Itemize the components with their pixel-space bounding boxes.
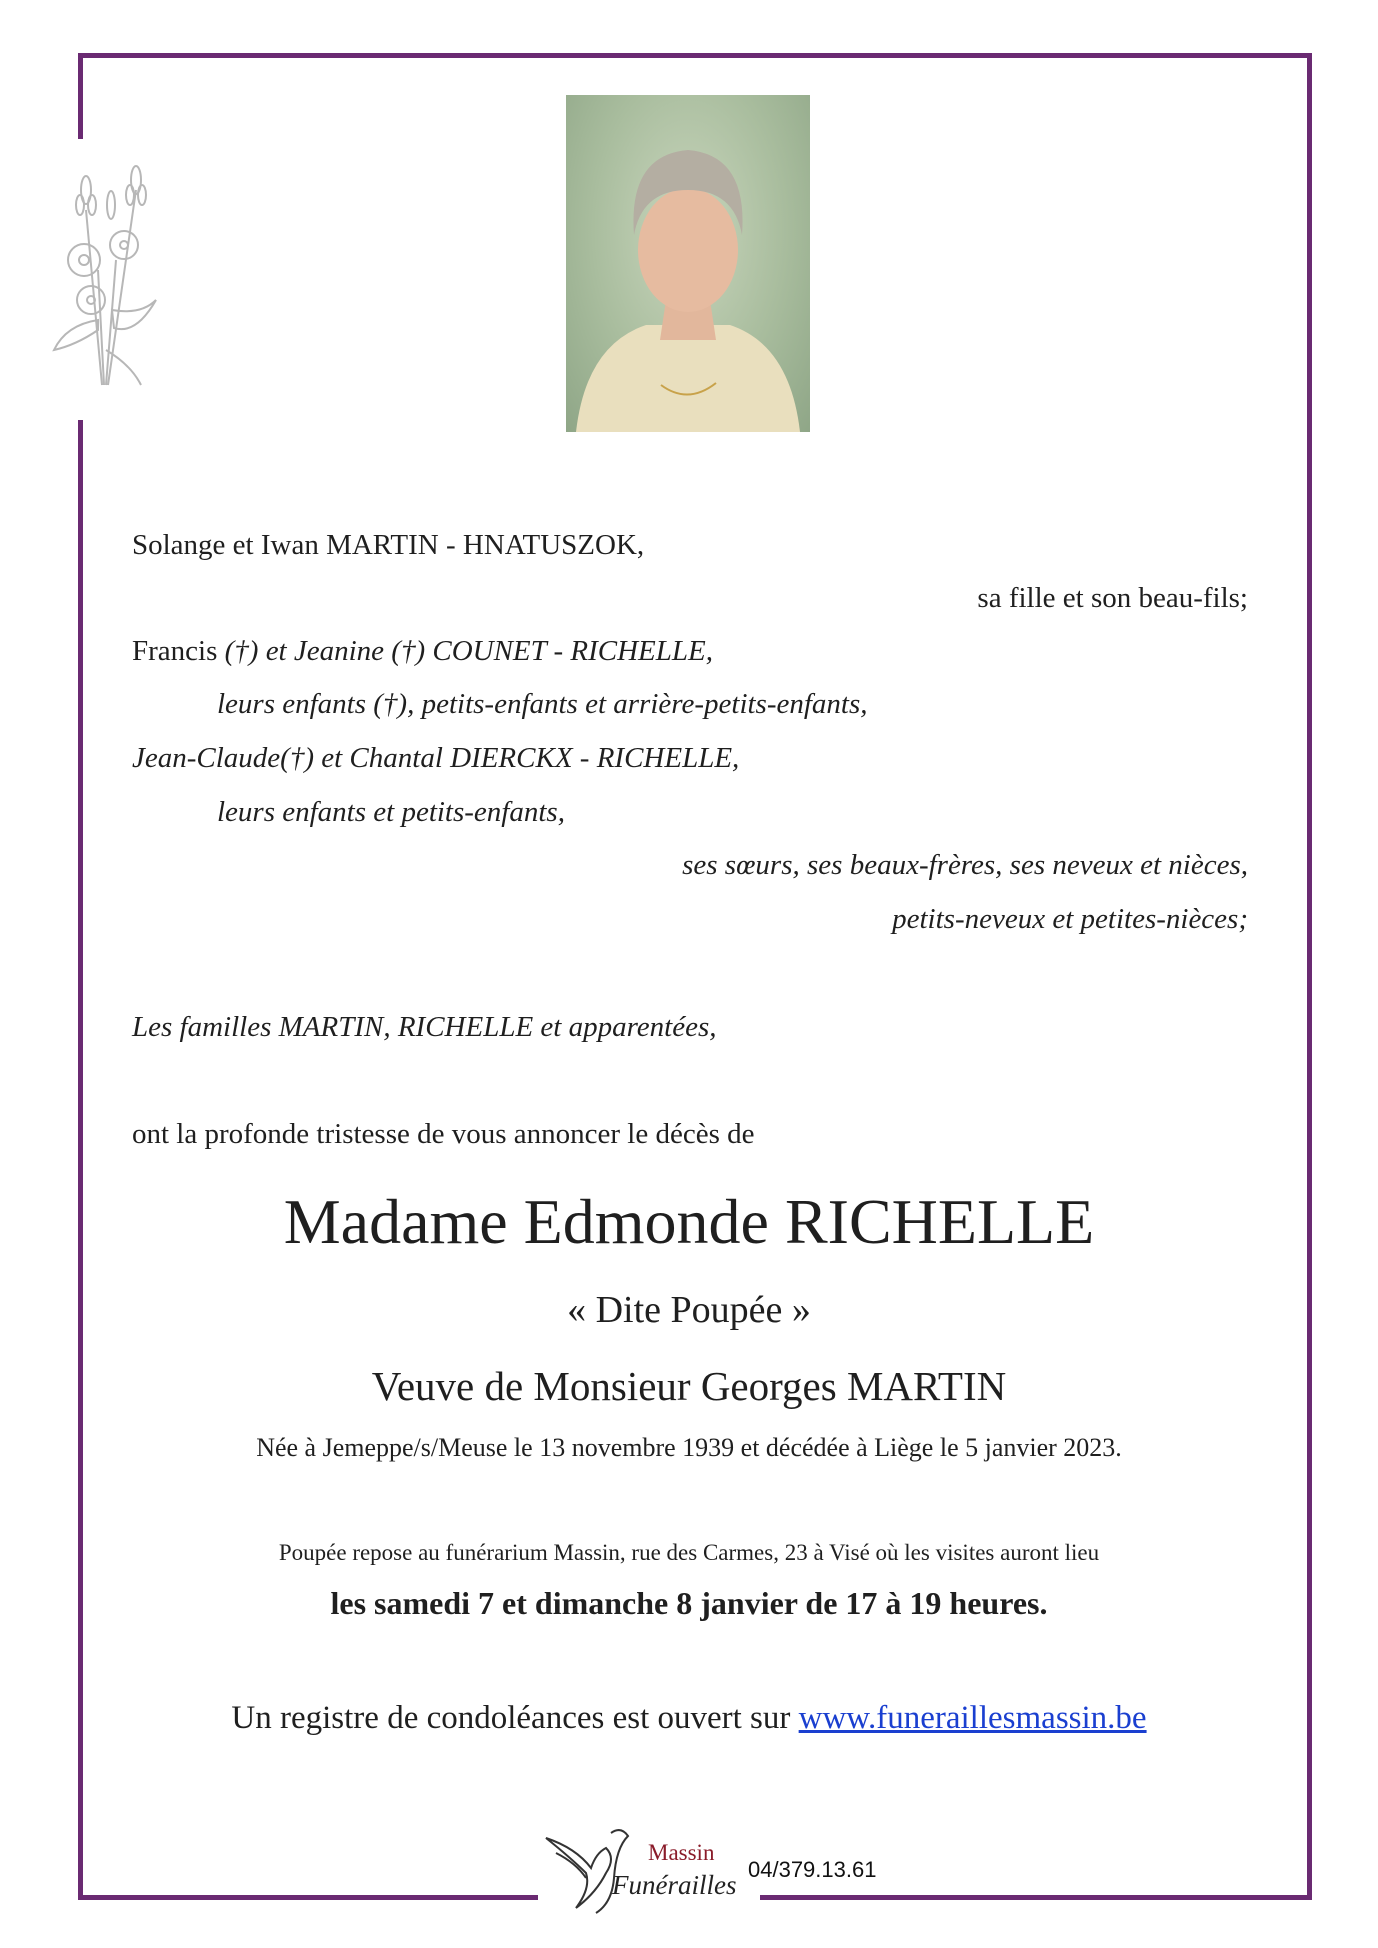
visit-times: les samedi 7 et dimanche 8 janvier de 17 à 19 heures. [330,1585,1048,1621]
deceased-nickname: « Dite Poupée » [567,1289,811,1331]
portrait-photo [566,95,810,432]
family-line-8: petits-neveux et petites-nièces; [892,903,1248,935]
family-line-5: Jean-Claude(†) et Chantal DIERCKX - RICHELLE, [132,742,740,774]
announcement-line: ont la profonde tristesse de vous annoncer le décès de [132,1118,755,1150]
birth-death-line: Née à Jemeppe/s/Meuse le 13 novembre 1939 et décédée à Liège le 5 janvier 2023. [256,1433,1122,1462]
family-line-3 [132,635,713,668]
frame-left-border-bottom [78,420,83,1900]
widow-line: Veuve de Monsieur Georges MARTIN [371,1363,1007,1409]
family-line-4: leurs enfants (†), petits-enfants et arrière-petits-enfants, [217,688,868,720]
family-line-2: sa fille et son beau-fils; [977,582,1248,614]
deceased-name: Madame Edmonde RICHELLE [283,1186,1095,1257]
family-line-3-name: Francis [132,635,225,667]
family-line-1: Solange et Iwan MARTIN - HNATUSZOK, [132,529,645,561]
portrait-image-icon [566,95,810,432]
family-line-6: leurs enfants et petits-enfants, [217,796,565,828]
registre-line [0,1700,1378,1737]
family-line-9: Les familles MARTIN, RICHELLE et apparentées, [132,1011,717,1043]
frame-left-border-top [78,53,83,139]
registre-text: Un registre de condoléances est ouvert sur [231,1700,799,1736]
frame-bottom-border-left [78,1895,538,1900]
family-line-7: ses sœurs, ses beaux-frères, ses neveux et nièces, [682,849,1248,881]
repose-line: Poupée repose au funérarium Massin, rue des Carmes, 23 à Visé où les visites auront lieu [278,1540,1100,1565]
frame-bottom-border-right [760,1895,1312,1900]
registre-link[interactable]: www.funeraillesmassin.be [798,1700,1147,1736]
dove-logo-icon [536,1818,746,1918]
family-line-3-rest: (†) et Jeanine (†) COUNET - RICHELLE, [224,635,713,667]
frame-right-border [1307,53,1312,1900]
phone-number: 04/379.13.61 [748,1857,877,1882]
logo-massin-text: Massin [648,1840,715,1865]
flower-bouquet-icon [46,150,166,390]
frame-top-border [78,53,1312,58]
logo-funerailles-text: Funérailles [612,1870,737,1900]
